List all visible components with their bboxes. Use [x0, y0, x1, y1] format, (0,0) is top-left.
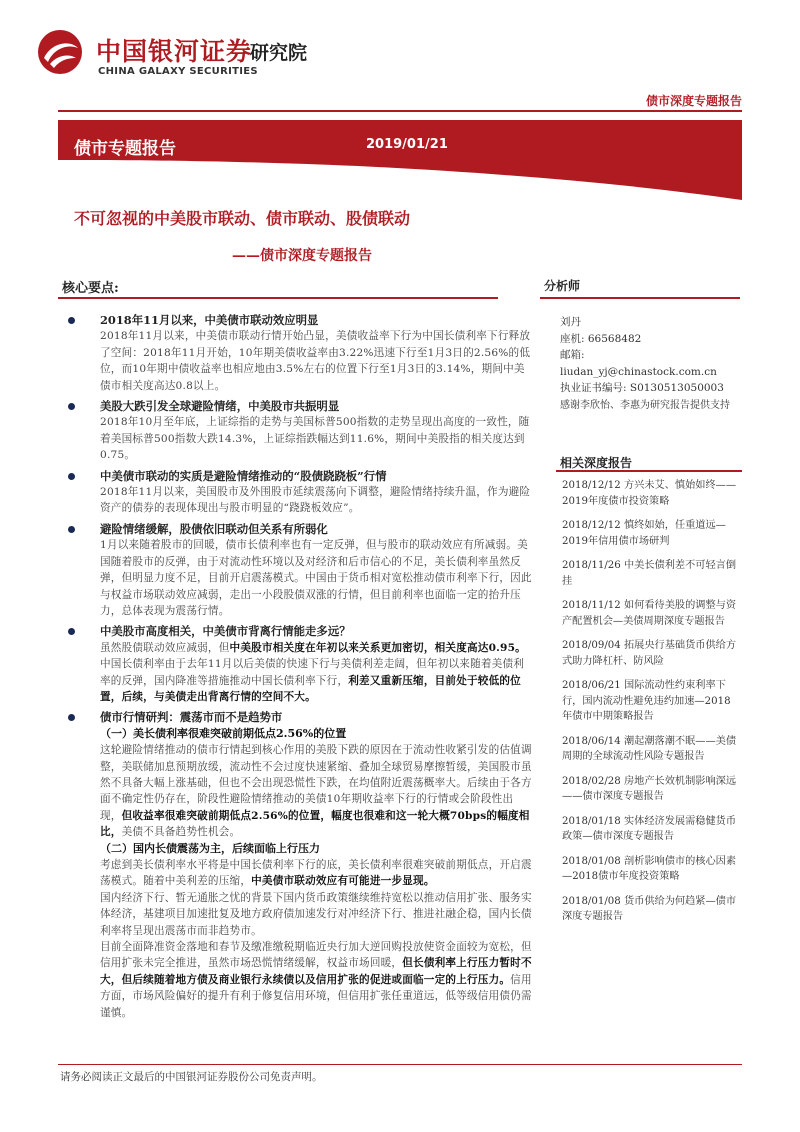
acknowledgement: 感谢李欣怡、李惠为研究报告提供支持 — [560, 400, 730, 411]
text-span: 这轮避险情绪推动的债市行情起到核心作用的美股下跌的原因在于流动性收紧引发的估值调整，美联储加息预期放缓，流动性不会过度快速紧缩、叠加全球贸易摩擦暂缓，美国股市虽然不具备大幅上涨基础，但也不会出现恐慌性下跌，在均值附近震荡概率大。后续由于各方面不确定性仍存在，阶段性避险情绪推动的美债10年期收益率下行的行情或会阶段性出现， — [100, 744, 532, 822]
key-points-divider — [58, 297, 498, 299]
analyst-email[interactable]: 邮箱: liudan_yj@chinastock.com.cn — [560, 349, 717, 378]
bullet-text — [100, 939, 532, 1021]
related-reports-heading: 相关深度报告 — [560, 456, 633, 470]
header-report-type: 债市深度专题报告 — [645, 94, 742, 108]
bullet-text — [100, 857, 532, 890]
bold-span: 但长债利率上行压力暂时不大，但后续随着地方债及商业银行永续债以及信用扩张的促进或面临一定的上行压力。 — [100, 957, 532, 986]
title-banner — [58, 120, 742, 200]
subsection-title: （一）美长债利率很难突破前期低点2.56%的位置 — [100, 726, 347, 740]
related-report-item[interactable]: 2018/09/04 拓展央行基础货币供给方式助力降杠杆、防风险 — [562, 640, 737, 667]
analyst-license: 执业证书编号: S0130513050003 — [560, 382, 724, 394]
bullet-title: 中美股市高度相关，中美债市背离行情能走多远？ — [100, 623, 532, 639]
related-report-item[interactable]: 2018/06/14 潮起潮落潮不眠——美债周期的全球流动性风险专题报告 — [562, 735, 737, 762]
bullet-title: 2018年11月以来，中美债市联动效应明显 — [100, 312, 532, 328]
bullet-title: 避险情绪缓解，股债依旧联动但关系有所弱化 — [100, 521, 532, 537]
related-report-item[interactable]: 2018/01/18 实体经济发展需稳健货币政策—债市深度专题报告 — [562, 815, 737, 842]
bold-span: 但收益率很难突破前期低点2.56%的位置，幅度也很难和这一轮大概70bps的幅度相比， — [100, 809, 530, 839]
related-report-item[interactable]: 2018/11/26 中美长债利差不可轻言倒挂 — [562, 560, 737, 587]
text-span: 信用方面，市场风险偏好的提升有利于修复信用环境，但信用扩张任重道远，低等级信用债仍需谨慎。 — [100, 973, 532, 1019]
bullet-text: 2018年11月以来，中美债市联动行情开始凸显，美债收益率下行为中国长债利率下行释放了空间：2018年11月开始，10年期美债收益率由3.22%迅速下行至1月3日的2.56%的低位，而10年期中债收益率也相应地由3.5%左右的位置下行至1月3日的3.14%，期间中美债市相关度高达0.8以上。 — [100, 330, 531, 392]
footer-disclaimer: 请务必阅读正文最后的中国银河证券股份公司免责声明。 — [60, 1071, 323, 1083]
analyst-phone: 座机: 66568482 — [560, 332, 642, 345]
analyst-divider — [540, 297, 740, 299]
logo-english-name: CHINA GALAXY SECURITIES — [98, 66, 258, 77]
bullet-title: 债市行情研判：震荡市而不是趋势市 — [100, 709, 532, 725]
banner-title: 债市专题报告 — [74, 139, 176, 159]
logo-institute: 研究院 — [250, 42, 308, 64]
analyst-name: 刘丹 — [560, 316, 581, 328]
subsection-title: （二）国内长债震荡为主，后续面临上行压力 — [100, 841, 320, 855]
text-span: 虽然股债联动效应减弱，但 — [100, 641, 230, 654]
bullet-title: 中美债市联动的实质是避险情绪推动的“股债跷跷板”行情 — [100, 468, 532, 484]
related-reports-list — [562, 478, 740, 934]
text-span: 目前全面降准资金落地和春节及缴准缴税期临近央行加大逆回购投放使资金面较为宽松，但信用扩张未完全推进，虽然市场恐慌情绪缓解，权益市场回暖， — [100, 941, 532, 970]
bullet-text: 2018年11月以来，美国股市及外围股市延续震荡向下调整，避险情绪持续升温，作为避险资产的债券的表现体现出与股市明显的“跷跷板效应”。 — [100, 486, 531, 515]
bold-span: 中美股市相关度在年初以来关系更加密切，相关度高达0.95。 — [229, 641, 526, 654]
related-report-item[interactable]: 2018/11/12 如何看待美股的调整与资产配置机会—美债周期深度专题报告 — [562, 600, 737, 627]
bold-span: 利差又重新压缩，目前处于较低的位置，后续，与美债走出背离行情的空间不大。 — [100, 674, 521, 703]
footer-divider — [58, 1064, 742, 1065]
header-divider — [58, 110, 742, 112]
text-span: 考虑到美长债利率水平将是中国长债利率下行的底，美长债利率很难突破前期低点，开启震荡模式。随着中美利差的压缩， — [100, 859, 532, 888]
galaxy-logo-icon — [36, 28, 84, 76]
analyst-heading: 分析师 — [544, 279, 581, 293]
bold-span: 中美债市联动效应有可能进一步显现。 — [251, 875, 435, 888]
bullet-text — [100, 742, 532, 840]
analyst-info — [560, 314, 740, 397]
bullet-text: 1月以来随着股市的回暖，债市长债利率也有一定反弹，但与股市的联动效应有所减弱。美国随着股市的反弹，由于对流动性环境以及对经济和后市信心的不足，美长债利率虽然反弹，但明显力度不足，目前开启震荡模式。中国由于货币相对宽松推动债市利率下行，因此与权益市场联动效应减弱，走出一小段股债双涨的行情，但目前利率也面临一定的抬升压力，总体表现为震荡行情。 — [100, 539, 532, 617]
logo-company-name: 中国银河证券 — [96, 37, 253, 66]
text-span: 中国长债利率由于去年11月以后美债的快速下行与美债利差走阔，但年初以来随着美债利率的反弹，国内降准等措施推动中国长债利率下行， — [100, 658, 525, 687]
report-title: 不可忽视的中美股市联动、债市联动、股债联动 — [74, 209, 411, 228]
bullet-text: 国内经济下行、暂无通胀之忧的背景下国内货币政策继续维持宽松以推动信用扩张、服务实体经济，基建项目加速批复及地方政府债加速发行对冲经济下行、推进社融企稳，国内长债利率将呈现出震荡市而非趋势市。 — [100, 891, 532, 937]
bullet-title: 美股大跌引发全球避险情绪，中美股市共振明显 — [100, 398, 532, 414]
related-report-item[interactable]: 2018/01/08 货币供给为何趋紧—债市深度专题报告 — [562, 895, 737, 922]
related-report-item[interactable]: 2018/12/12 方兴未艾、慎始如终——2019年度债市投资策略 — [562, 480, 737, 507]
related-report-item[interactable]: 2018/12/12 慎终如始，任重道远—2019年信用债市场研判 — [562, 520, 726, 547]
key-points-body — [100, 312, 532, 1021]
text-span: 美债不具备趋势性机会。 — [121, 826, 241, 839]
related-report-item[interactable]: 2018/02/28 房地产长效机制影响深远——债市深度专题报告 — [562, 775, 737, 802]
key-points-heading: 核心要点: — [62, 281, 119, 296]
bullet-text: 2018年10月至年底，上证综指的走势与美国标普500指数的走势呈现出高度的一致性，随着美国标普500指数大跌14.3%，上证综指跌幅达到11.6%，期间中美股指的相关度达到0.75。 — [100, 416, 530, 462]
report-subtitle: ——债市深度专题报告 — [232, 248, 372, 264]
bullet-text — [100, 640, 532, 706]
report-date: 2019/01/21 — [366, 137, 448, 152]
related-reports-divider — [556, 470, 742, 472]
related-report-item[interactable]: 2018/01/08 剖析影响债市的核心因素—2018债市年度投资策略 — [562, 855, 737, 882]
related-report-item[interactable]: 2018/06/21 国际流动性约束利率下行，国内流动性避免违约加速—2018年债市中期策略报告 — [562, 680, 731, 722]
